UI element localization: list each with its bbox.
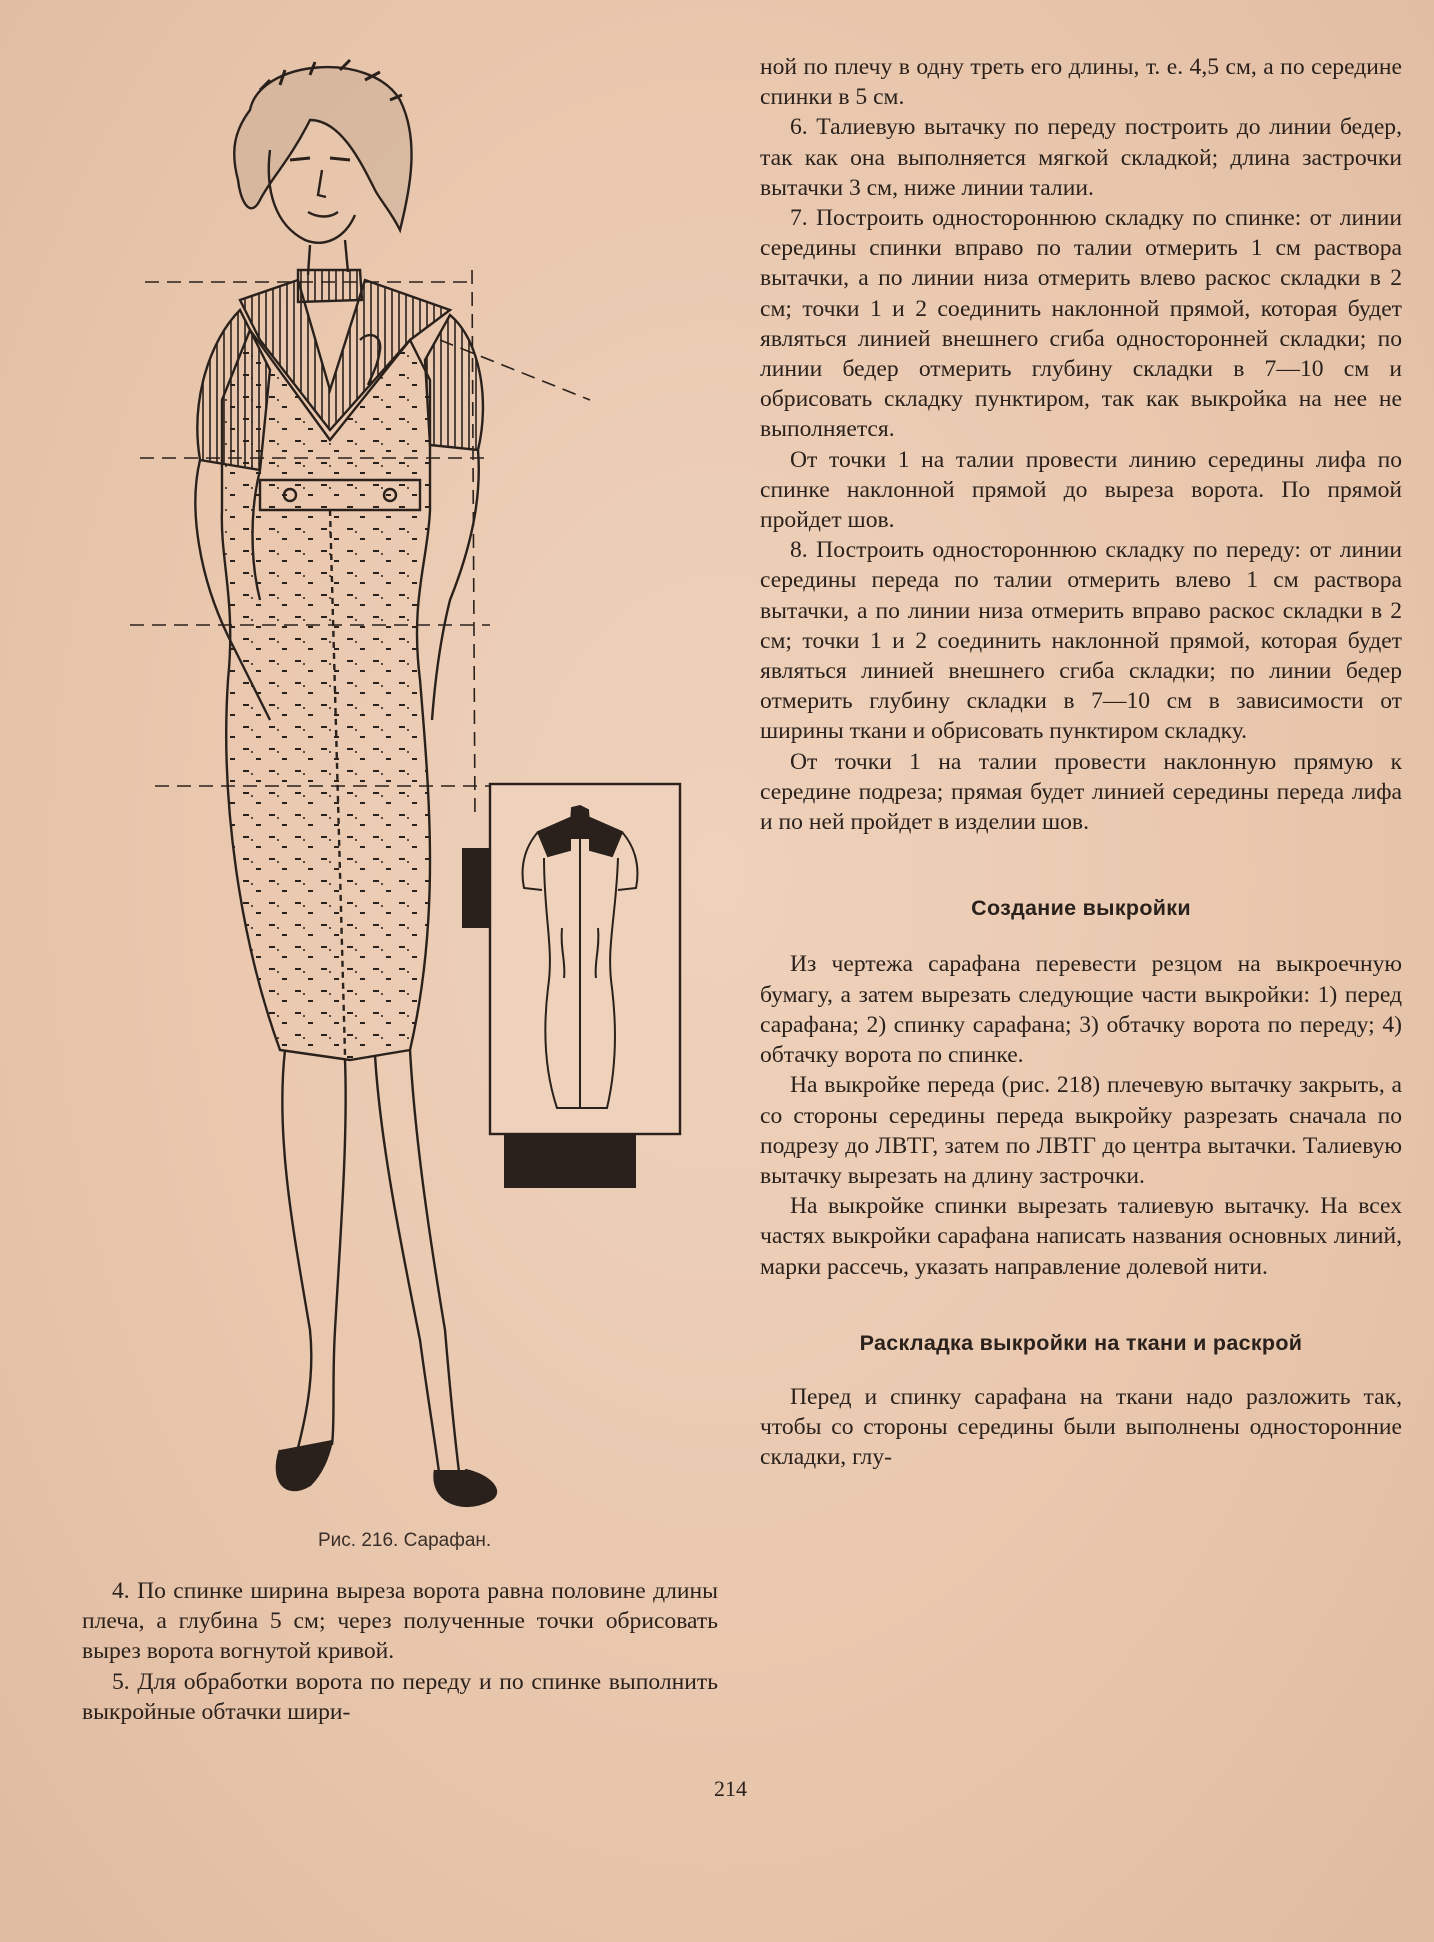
- paragraph: ной по плечу в одну треть его длины, т. е. 4,5 см, а по середине спинки в 5 см.: [760, 54, 1402, 111]
- paragraph: 7. Построить одностороннюю складку по спинке: от линии середины спинки вправо по талии отмерить 1 см раствора вытачки, а по линии низа отмерить влево раскос складки в 2 см; точки 1 и 2 соединить наклонной прямой, которая будет являться линией внешнего сгиба односторонней складки; по линии бедер отмерить глубину складки в 7—10 см и обрисовать складку пунктиром, так как выкройка на нее не выполняется.: [760, 205, 1402, 443]
- paragraph: 6. Талиевую вытачку по переду построить до линии бедер, так как она выполняется мягкой складкой; длина застрочки вытачки 3 см, ниже линии талии.: [760, 114, 1402, 201]
- paragraph: 4. По спинке ширина выреза ворота равна половине длины плеча, а глубина 5 см; через полученные точки обрисовать вырез ворота вогнутой кривой.: [82, 1578, 718, 1665]
- figure-caption: Рис. 216. Сарафан.: [318, 1530, 492, 1551]
- left-text-column: [82, 1576, 718, 1727]
- back-view-inset: [462, 778, 692, 1198]
- paragraph: Перед и спинку сарафана на ткани надо разложить так, чтобы со стороны середины были выполнены односторонние складки, глу-: [760, 1383, 1402, 1471]
- paragraph: От точки 1 на талии провести линию середины лифа по спинке наклонной прямой до выреза ворота. По прямой пройдет шов.: [760, 446, 1402, 534]
- paragraph: 8. Построить одностороннюю складку по переду: от линии середины переда по талии отмерить влево 1 см раствора вытачки, а по линии низа отмерить вправо раскос складки в 2 см; точки 1 и 2 соединить наклонной прямой, которая будет являться линией внешнего сгиба складки; по линии бедер отмерить глубину складки в 7—10 см в зависимости от ширины ткани и обрисовать пунктиром складку.: [760, 537, 1402, 745]
- paragraph: Из чертежа сарафана перевести резцом на выкроечную бумагу, а затем вырезать следующие части выкройки: 1) перед сарафана; 2) спинку сарафана; 3) обтачку ворота по переду; 4) обтачку ворота по спинке.: [760, 951, 1402, 1069]
- right-text-column: [760, 52, 1402, 1473]
- section-heading: Раскладка выкройки на ткани и раскрой: [859, 1330, 1303, 1355]
- paragraph: На выкройке спинки вырезать талиевую вытачку. На всех частях выкройки сарафана написать названия основных линий, марки рассечь, указать направление долевой нити.: [760, 1193, 1402, 1280]
- page-number: 214: [714, 1776, 747, 1801]
- paragraph: 5. Для обработки ворота по переду и по спинке выполнить выкройные обтачки шири-: [82, 1668, 718, 1725]
- paragraph: От точки 1 на талии провести наклонную прямую к середине подреза; прямая будет линией середины переда лифа и по ней пройдет в изделии шов.: [760, 748, 1402, 836]
- section-heading: Создание выкройки: [971, 896, 1191, 921]
- paragraph: На выкройке переда (рис. 218) плечевую вытачку закрыть, а со стороны середины переда выкройку разрезать сначала по подрезу до ЛВТГ, затем по ЛВТГ до центра вытачки. Талиевую вытачку вырезать на длину застрочки.: [760, 1072, 1402, 1189]
